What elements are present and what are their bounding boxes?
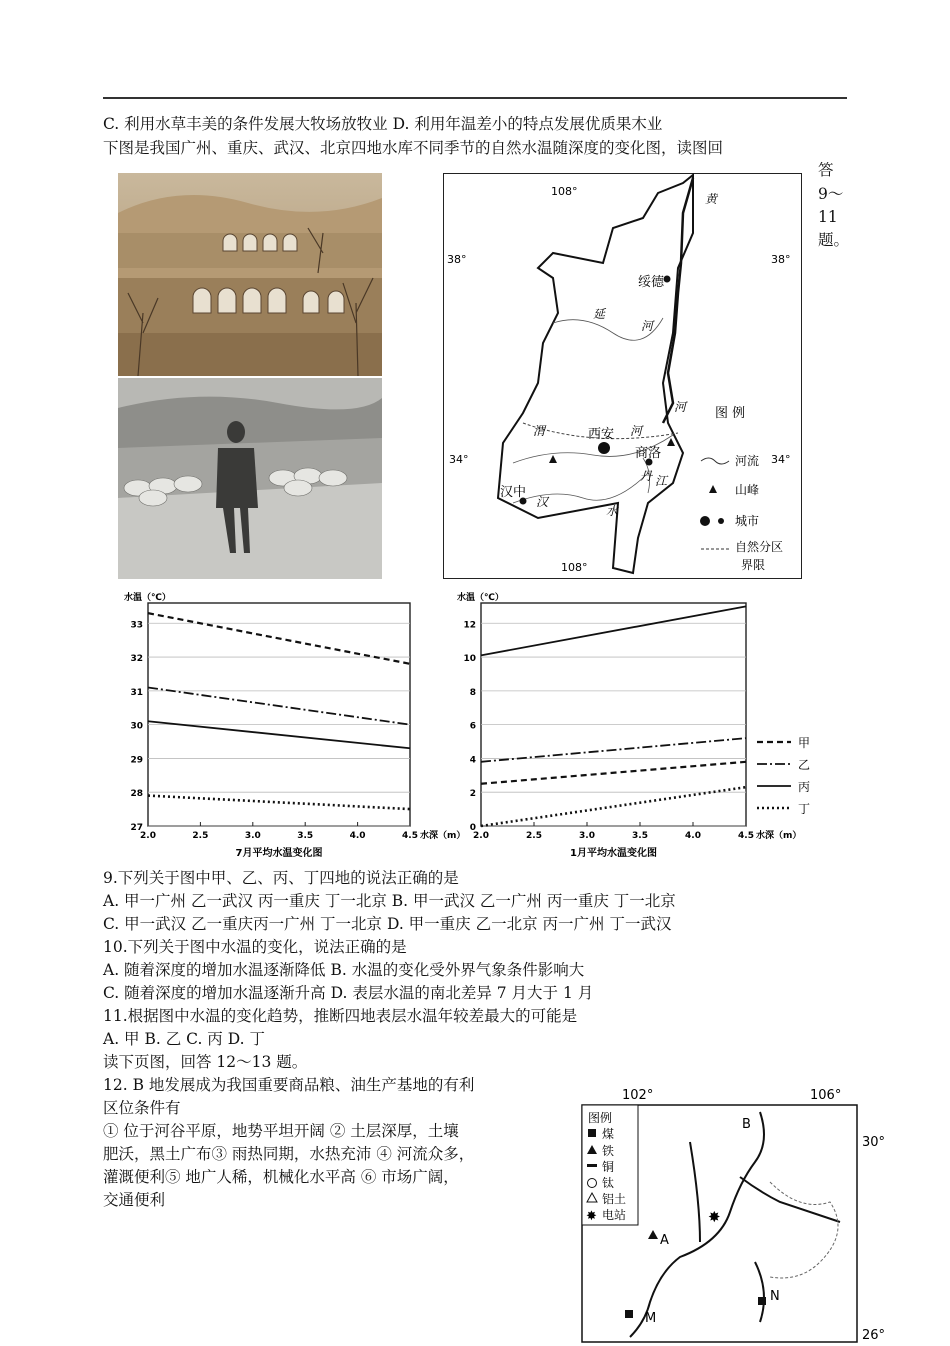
river-label: 黄 xyxy=(705,192,718,206)
cave-dwelling-photo xyxy=(118,173,382,376)
side-text: 答 xyxy=(818,161,834,179)
lat-label: 30° xyxy=(862,1135,886,1150)
city-label: 西安 xyxy=(588,427,615,442)
y-tick-label: 2 xyxy=(469,789,476,800)
legend-power-symbol: ✸ xyxy=(586,1209,597,1224)
y-axis-label: 水温（℃） xyxy=(457,593,504,603)
legend-item: 界限 xyxy=(741,558,766,572)
x-tick-label: 2.0 xyxy=(473,831,489,841)
question-9-options-cd: C. 甲一武汉 乙一重庆丙一广州 丁一北京 D. 甲一重庆 乙一北京 丙一广州 丁一武汉 xyxy=(103,915,672,933)
river-label: 江 xyxy=(655,474,668,488)
lat-label: 38° xyxy=(447,253,467,266)
january-chart xyxy=(451,588,823,863)
southwest-map xyxy=(570,1082,890,1342)
legend-title: 图例 xyxy=(588,1111,613,1125)
question-10-options-cd: C. 随着深度的增加水温逐渐升高 D. 表层水温的南北差异 7 月大于 1 月 xyxy=(103,984,594,1002)
legend-item: 电站 xyxy=(602,1208,627,1222)
river-label: 丹 xyxy=(640,469,653,483)
legend-item: 城市 xyxy=(735,514,760,528)
river-label: 河 xyxy=(630,424,643,438)
legend-city-symbol xyxy=(718,518,724,524)
y-tick-label: 29 xyxy=(130,755,143,766)
x-axis-label: 水深（m） xyxy=(756,831,802,841)
chart-title: 1月平均水温变化图 xyxy=(570,848,657,859)
shaanxi-map xyxy=(443,173,802,579)
lat-label: 34° xyxy=(449,453,469,466)
legend-item: 铜 xyxy=(602,1160,615,1174)
city-label: 绥德 xyxy=(638,275,665,290)
question-11: 11.根据图中水温的变化趋势，推断四地表层水温年较差最大的可能是 xyxy=(103,1007,578,1025)
power-station-icon: ✸ xyxy=(708,1208,721,1226)
place-label: M xyxy=(645,1311,657,1326)
y-tick-label: 8 xyxy=(469,687,476,698)
legend-item: 煤 xyxy=(602,1127,615,1141)
x-axis-label: 水深（m） xyxy=(420,831,466,841)
lat-label: 38° xyxy=(771,253,791,266)
reading-instruction: 读下页图，回答 12～13 题。 xyxy=(103,1053,308,1071)
legend-coal-symbol xyxy=(588,1129,596,1137)
x-tick-label: 2.5 xyxy=(192,831,209,841)
y-axis-label: 水温（℃） xyxy=(124,593,171,603)
legend-label: 丁 xyxy=(798,802,811,816)
question-12: 区位条件有 xyxy=(103,1099,181,1117)
x-tick-label: 4.0 xyxy=(685,831,701,841)
question-11-options: A. 甲 B. 乙 C. 丙 D. 丁 xyxy=(103,1030,265,1048)
y-tick-label: 31 xyxy=(130,687,143,698)
y-tick-label: 33 xyxy=(130,620,143,631)
city-label: 汉中 xyxy=(500,485,527,500)
question-12-option: 肥沃，黑土广布③ 雨热同期，水热充沛 ④ 河流众多， xyxy=(103,1145,475,1163)
place-label: A xyxy=(660,1233,669,1248)
legend-item: 铁 xyxy=(602,1144,615,1158)
legend-label: 乙 xyxy=(798,758,811,772)
y-tick-label: 30 xyxy=(130,721,143,732)
x-tick-label: 3.0 xyxy=(244,831,261,841)
river-label: 水 xyxy=(606,504,619,518)
lon-label: 102° xyxy=(622,1088,654,1103)
legend-label: 丙 xyxy=(798,780,811,794)
header-rule xyxy=(103,97,847,99)
legend-item: 自然分区 xyxy=(735,540,784,554)
question-9: 9.下列关于图中甲、乙、丙、丁四地的说法正确的是 xyxy=(103,869,459,887)
y-tick-label: 4 xyxy=(469,755,476,766)
side-text: 题。 xyxy=(818,231,850,249)
legend-copper-symbol xyxy=(587,1164,597,1167)
y-tick-label: 10 xyxy=(463,654,476,665)
legend-title: 图 例 xyxy=(715,406,746,421)
july-chart-svg xyxy=(118,588,466,863)
southwest-map-svg xyxy=(570,1082,890,1342)
y-tick-label: 32 xyxy=(130,654,143,665)
x-tick-label: 4.5 xyxy=(738,831,754,841)
question-10: 10.下列关于图中水温的变化，说法正确的是 xyxy=(103,938,407,956)
y-tick-label: 28 xyxy=(130,789,143,800)
question-12-option: 灌溉便利⑤ 地广人稀，机械化水平高 ⑥ 市场广阔， xyxy=(103,1168,459,1186)
x-tick-label: 4.5 xyxy=(402,831,418,841)
x-tick-label: 3.5 xyxy=(297,831,314,841)
lon-label: 108° xyxy=(551,185,578,198)
x-tick-label: 3.5 xyxy=(632,831,648,841)
chart-title: 7月平均水温变化图 xyxy=(235,848,323,859)
lon-label: 106° xyxy=(810,1088,842,1103)
question-9-options-ab: A. 甲一广州 乙一武汉 丙一重庆 丁一北京 B. 甲一武汉 乙一广州 丙一重庆 丁一北京 xyxy=(103,892,676,910)
river-label: 汉 xyxy=(536,495,549,509)
river-label: 渭 xyxy=(533,424,546,438)
shepherd-photo xyxy=(118,378,382,579)
river-label: 河 xyxy=(641,319,654,333)
x-tick-label: 4.0 xyxy=(349,831,366,841)
shaanxi-map-svg xyxy=(443,173,802,579)
legend-item: 钛 xyxy=(602,1176,615,1190)
side-text: 11 xyxy=(818,208,838,226)
july-chart xyxy=(118,588,466,863)
legend-item: 山峰 xyxy=(735,483,760,497)
side-text: 9～ xyxy=(818,185,844,203)
y-tick-label: 6 xyxy=(469,721,476,732)
lon-label: 108° xyxy=(561,561,588,574)
x-tick-label: 2.0 xyxy=(140,831,156,841)
question-12-option: 交通便利 xyxy=(103,1191,166,1209)
legend-item: 铝土 xyxy=(602,1192,627,1206)
place-label: N xyxy=(770,1289,780,1304)
x-tick-label: 3.0 xyxy=(579,831,595,841)
y-tick-label: 12 xyxy=(463,620,476,631)
legend-city-symbol xyxy=(700,516,710,526)
river-label: 河 xyxy=(674,400,687,414)
y-tick-label: 27 xyxy=(130,823,143,833)
city-label: 商洛 xyxy=(635,446,662,461)
january-chart-svg xyxy=(451,588,823,863)
legend-item: 河流 xyxy=(735,454,760,468)
y-tick-label: 0 xyxy=(469,823,476,833)
legend-label: 甲 xyxy=(798,736,811,750)
river-label: 延 xyxy=(593,307,606,321)
question-10-options-ab: A. 随着深度的增加水温逐渐降低 B. 水温的变化受外界气象条件影响大 xyxy=(103,961,585,979)
x-tick-label: 2.5 xyxy=(526,831,542,841)
lat-label: 26° xyxy=(862,1328,886,1343)
lat-label: 34° xyxy=(771,453,791,466)
question-12: 12. B 地发展成为我国重要商品粮、油生产基地的有利 xyxy=(103,1076,475,1094)
intro-line: 下图是我国广州、重庆、武汉、北京四地水库不同季节的自然水温随深度的变化图，读图回 xyxy=(103,139,724,157)
question-12-option: ① 位于河谷平原，地势平坦开阔 ② 土层深厚，土壤 xyxy=(103,1122,459,1140)
place-label: B xyxy=(742,1117,751,1132)
option-line: C. 利用水草丰美的条件发展大牧场放牧业 D. 利用年温差小的特点发展优质果木业 xyxy=(103,115,663,133)
